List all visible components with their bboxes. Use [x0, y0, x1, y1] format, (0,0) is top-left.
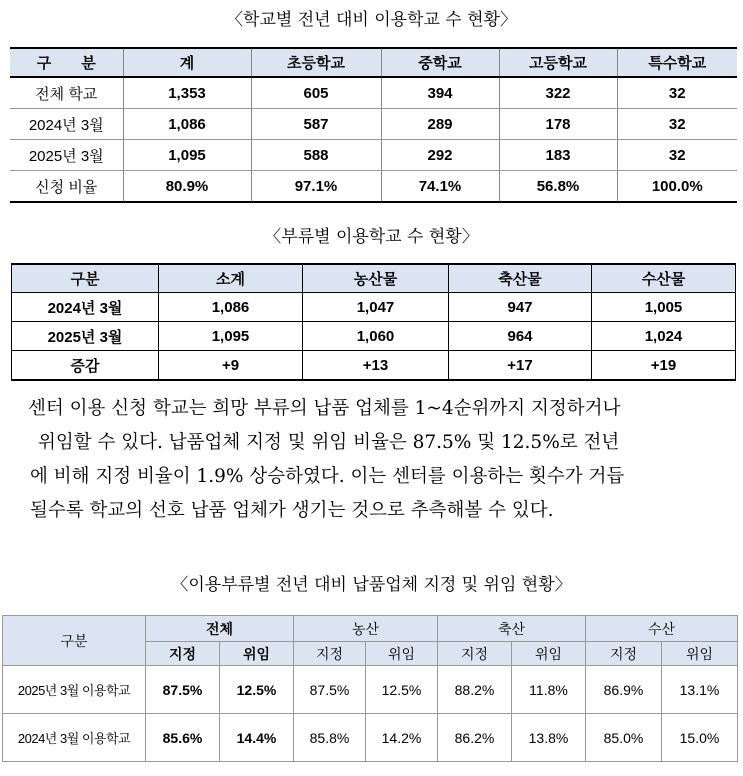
body-paragraph — [30, 392, 740, 528]
row-label: 증감 — [12, 351, 159, 381]
group-header-livestock: 축산 — [438, 616, 586, 642]
paragraph-line: 될수록 학교의 선호 납품 업체가 생기는 것으로 추측해볼 수 있다. — [30, 500, 554, 521]
table-cell: 1,060 — [303, 322, 449, 351]
paragraph-line: 위임할 수 있다. 납품업체 지정 및 위임 비율은 87.5% 및 12.5%로 전년 — [38, 432, 620, 453]
header-cell: 구분 — [12, 264, 159, 293]
table-cell: 289 — [381, 109, 499, 140]
table-cell: +9 — [159, 351, 303, 381]
header-cell: 농산물 — [303, 264, 449, 293]
table-header-row — [3, 616, 738, 642]
table-cell: 32 — [617, 77, 737, 109]
table-cell: 97.1% — [251, 171, 381, 203]
table-cell: 947 — [449, 293, 592, 322]
header-cell: 수산물 — [592, 264, 736, 293]
table-cell: 85.0% — [586, 714, 662, 762]
table-cell: 80.9% — [123, 171, 251, 203]
table-cell: 183 — [499, 140, 617, 171]
table-cell: 74.1% — [381, 171, 499, 203]
table-cell: 1,086 — [159, 293, 303, 322]
table-cell: +13 — [303, 351, 449, 381]
table-cell: 86.9% — [586, 666, 662, 714]
table-cell: 15.0% — [662, 714, 738, 762]
row-label: 2025년 3월 — [12, 322, 159, 351]
table3-title: 〈이용부류별 전년 대비 납품업체 지정 및 위임 현황〉 — [171, 575, 572, 595]
header-cell: 중학교 — [381, 48, 499, 77]
table-cell: 964 — [449, 322, 592, 351]
table-cell: 322 — [499, 77, 617, 109]
header-cell: 고등학교 — [499, 48, 617, 77]
header-cell: 구 분 — [10, 48, 123, 77]
table2-title: 〈부류별 이용학교 수 현황〉 — [264, 227, 479, 247]
table-row — [12, 293, 736, 322]
table-cell: 1,353 — [123, 77, 251, 109]
subheader-cell: 지정 — [146, 642, 220, 666]
table-cell: 88.2% — [438, 666, 512, 714]
row-label: 2024년 3월 — [12, 293, 159, 322]
table-row — [10, 171, 737, 203]
table-cell: 605 — [251, 77, 381, 109]
paragraph-line: 센터 이용 신청 학교는 희망 부류의 납품 업체를 1~4순위까지 지정하거나 — [28, 398, 621, 419]
table-cell: 85.8% — [294, 714, 366, 762]
row-label: 2025년 3월 — [10, 140, 123, 171]
header-cell: 축산물 — [449, 264, 592, 293]
table-row — [12, 351, 736, 381]
table-row — [10, 109, 737, 140]
group-header-agri: 농산 — [294, 616, 438, 642]
table-cell: 12.5% — [366, 666, 438, 714]
table-cell: 292 — [381, 140, 499, 171]
table-cell: 85.6% — [146, 714, 220, 762]
table-row — [3, 714, 738, 762]
table-cell: 32 — [617, 140, 737, 171]
table-cell: +19 — [592, 351, 736, 381]
table-cell: 13.1% — [662, 666, 738, 714]
row-label: 2025년 3월 이용학교 — [3, 666, 146, 714]
table-header-row — [12, 264, 736, 293]
table-cell: 11.8% — [512, 666, 586, 714]
subheader-cell: 위임 — [662, 642, 738, 666]
table-row — [10, 140, 737, 171]
subheader-cell: 위임 — [512, 642, 586, 666]
row-label: 전체 학교 — [10, 77, 123, 109]
header-cell: 특수학교 — [617, 48, 737, 77]
table-header-row — [10, 48, 737, 77]
table-cell: 87.5% — [294, 666, 366, 714]
table-cell: 56.8% — [499, 171, 617, 203]
corner-header: 구분 — [3, 616, 146, 666]
group-header-total: 전체 — [146, 616, 294, 642]
table-cell: 32 — [617, 109, 737, 140]
table-cell: 1,095 — [159, 322, 303, 351]
table-cell: 14.4% — [220, 714, 294, 762]
table1-title: 〈학교별 전년 대비 이용학교 수 현황〉 — [226, 10, 517, 30]
table-cell: 178 — [499, 109, 617, 140]
header-cell: 소계 — [159, 264, 303, 293]
table-cell: 588 — [251, 140, 381, 171]
table-row — [12, 322, 736, 351]
table-cell: 1,047 — [303, 293, 449, 322]
table-cell: 1,005 — [592, 293, 736, 322]
subheader-cell: 위임 — [220, 642, 294, 666]
table-cell: +17 — [449, 351, 592, 381]
row-label: 2024년 3월 — [10, 109, 123, 140]
subheader-cell: 지정 — [438, 642, 512, 666]
category-table — [11, 263, 736, 381]
table-row — [10, 77, 737, 109]
subheader-cell: 지정 — [586, 642, 662, 666]
table-cell: 1,086 — [123, 109, 251, 140]
group-header-fishery: 수산 — [586, 616, 738, 642]
subheader-cell: 지정 — [294, 642, 366, 666]
paragraph-line: 에 비해 지정 비율이 1.9% 상승하였다. 이는 센터를 이용하는 횟수가 거듭 — [30, 466, 625, 487]
table-cell: 1,095 — [123, 140, 251, 171]
table-cell: 13.8% — [512, 714, 586, 762]
table-cell: 87.5% — [146, 666, 220, 714]
table-cell: 394 — [381, 77, 499, 109]
table-row — [3, 666, 738, 714]
header-cell: 초등학교 — [251, 48, 381, 77]
school-comparison-table — [10, 47, 737, 203]
table-cell: 100.0% — [617, 171, 737, 203]
table-cell: 12.5% — [220, 666, 294, 714]
row-label: 신청 비율 — [10, 171, 123, 203]
subheader-cell: 위임 — [366, 642, 438, 666]
row-label: 2024년 3월 이용학교 — [3, 714, 146, 762]
table-cell: 86.2% — [438, 714, 512, 762]
table-cell: 1,024 — [592, 322, 736, 351]
table-cell: 14.2% — [366, 714, 438, 762]
table-cell: 587 — [251, 109, 381, 140]
designation-table — [2, 615, 738, 762]
header-cell: 계 — [123, 48, 251, 77]
